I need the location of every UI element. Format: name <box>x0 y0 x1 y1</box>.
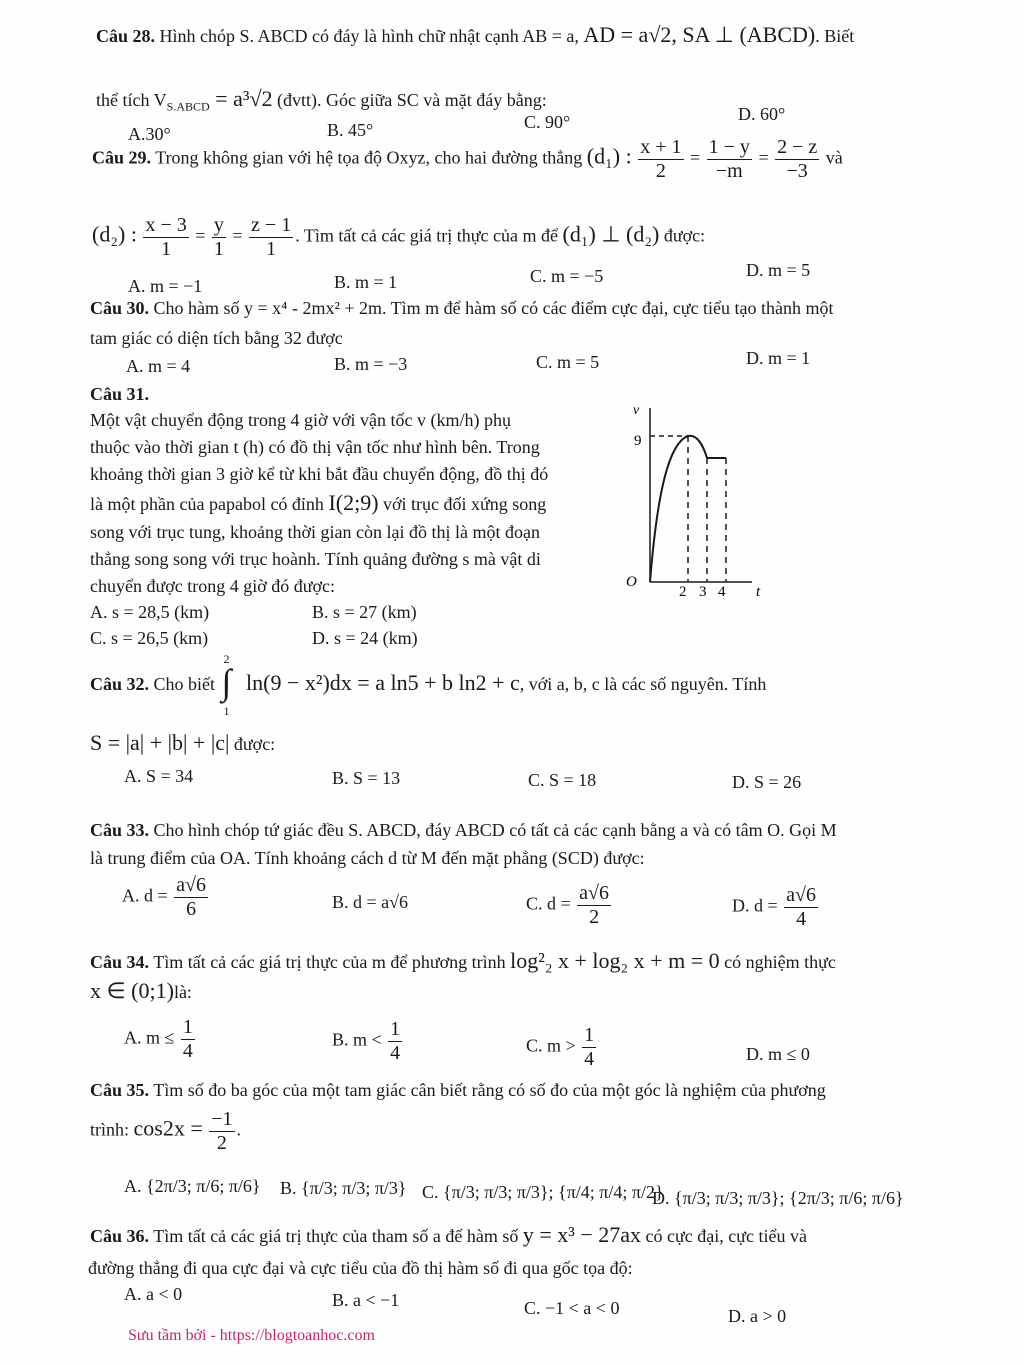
q35-text1: Tìm số đo ba góc của một tam giác cân biết rằng có số đo của một góc là nghiệm của phương <box>153 1080 826 1100</box>
q29-f1n: x + 1 <box>640 136 682 158</box>
q29-f3n: 2 − z <box>777 136 818 158</box>
t2-label: 2 <box>679 584 687 600</box>
origin-label: O <box>626 574 637 590</box>
q34-text2: có nghiệm thực <box>724 952 836 972</box>
q33-c-num: a√6 <box>579 882 610 904</box>
q32-line1 <box>90 652 767 718</box>
q36-option-b: B. a < −1 <box>332 1290 400 1310</box>
q28-option-a: A.30° <box>128 124 171 144</box>
q35-option-c: C. {π/3; π/3; π/3}; {π/4; π/4; π/2} <box>422 1182 664 1202</box>
q31-label: Câu 31. <box>90 384 150 404</box>
q36-text3: đường thẳng đi qua cực đại và cực tiểu của đồ thị hàm số đi qua gốc tọa độ: <box>88 1258 633 1278</box>
q29-text1: Trong không gian với hệ tọa độ Oxyz, cho hai đường thẳng <box>155 147 583 168</box>
q34-c-den: 4 <box>584 1048 595 1070</box>
q31-line2: thuộc vào thời gian t (h) có đồ thị vận tốc như hình bên. Trong <box>90 437 540 457</box>
q36-option-c: C. −1 < a < 0 <box>524 1298 620 1318</box>
integral-sign <box>220 652 242 718</box>
q29-frac6 <box>249 214 293 261</box>
q29-g2n: y <box>213 214 224 236</box>
q34-b-num: 1 <box>390 1018 401 1040</box>
q35-option-b: B. {π/3; π/3; π/3} <box>280 1178 407 1198</box>
q32-low: 1 <box>223 704 230 718</box>
q30-option-a: A. m = 4 <box>126 356 191 376</box>
q34-a-frac <box>181 1016 195 1063</box>
q28-text1: Hình chóp S. ABCD có đáy là hình chữ nhật cạnh AB = a, <box>159 26 579 46</box>
q33-option-d <box>732 884 820 931</box>
q29-g1d: 1 <box>161 238 172 260</box>
q33-c-frac <box>577 882 611 929</box>
q28-math2: = a³√2 <box>209 86 273 111</box>
q31-option-b: B. s = 27 (km) <box>312 602 417 622</box>
q31-line6: thẳng song song với trục hoành. Tính quảng đường s mà vật di <box>90 549 541 569</box>
q33-a-den: 6 <box>186 898 197 920</box>
q32-line2 <box>90 730 275 756</box>
t4-label: 4 <box>718 584 726 600</box>
q35-text2: trình: <box>90 1119 129 1140</box>
q34-line2 <box>90 978 192 1004</box>
q30-text1: Cho hàm số y = x⁴ - 2mx² + 2m. Tìm m để hàm số có các điểm cực đại, cực tiểu tạo thành một <box>153 298 834 318</box>
y9-label: 9 <box>634 433 642 449</box>
q31-line1: Một vật chuyển động trong 4 giờ với vận tốc v (km/h) phụ <box>90 410 511 430</box>
q33-text1: Cho hình chóp tứ giác đều S. ABCD, đáy ABCD có tất cả các cạnh bằng a và có tâm O. Gọi M <box>153 820 837 840</box>
q29-f2d: −m <box>715 160 743 182</box>
q33-d-pre: D. d = <box>732 895 778 916</box>
q33-option-c <box>526 882 613 929</box>
q35-option-a: A. {2π/3; π/6; π/6} <box>124 1176 261 1196</box>
q33-a-num: a√6 <box>176 874 207 896</box>
q29-option-a: A. m = −1 <box>128 276 203 296</box>
q34-option-a <box>124 1016 197 1063</box>
q29-line2: (d₂) : $\frac{x - 3}{1}$ = $\frac{y}{1}$ = $\frac{z - 1}{1}$ . Tìm tất cả các giá trị thực của m để (d₁) ⊥ (d₂) được: <box>92 214 706 260</box>
q33-a-frac <box>174 874 208 921</box>
q36-option-a: A. a < 0 <box>124 1284 183 1304</box>
q31-option-c: C. s = 26,5 (km) <box>90 628 209 648</box>
q29-g3d: 1 <box>266 238 277 260</box>
t3-label: 3 <box>699 584 707 600</box>
q36-label: Câu 36. <box>90 1226 150 1246</box>
q36-line1 <box>90 1222 807 1248</box>
q33-text2: là trung điểm của OA. Tính khoảng cách d từ M đến mặt phẳng (SCD) được: <box>90 848 645 868</box>
q29-g1n: x − 3 <box>145 214 187 236</box>
q31-line5: song với trục tung, khoảng thời gian còn lại đồ thị là một đoạn <box>90 522 540 542</box>
integral-symbol: ∫ <box>221 662 232 702</box>
q31-option-a: A. s = 28,5 (km) <box>90 602 210 622</box>
q36-text1: Tìm tất cả các giá trị thực của tham số a để hàm số <box>153 1226 519 1246</box>
q31-l4a: là một phần của papabol có đỉnh <box>90 494 324 514</box>
q30-text2: tam giác có diện tích bằng 32 được <box>90 328 343 348</box>
q32-option-c: C. S = 18 <box>528 770 597 790</box>
q34-label: Câu 34. <box>90 952 150 972</box>
q34-a-den: 4 <box>182 1040 193 1062</box>
velocity-graph <box>600 398 780 608</box>
parabola-curve <box>650 436 707 582</box>
q36-text2: có cực đại, cực tiểu và <box>645 1226 807 1246</box>
q30-line1 <box>90 298 834 320</box>
q32-smath: S = |a| + |b| + |c| <box>90 730 230 755</box>
q36-eq: y = x³ − 27ax <box>522 1222 642 1247</box>
q28-option-b: B. 45° <box>327 120 374 140</box>
q28-text3: thể tích V <box>96 90 167 110</box>
q28-line1 <box>96 22 854 48</box>
q29-frac3 <box>775 136 819 183</box>
q28-math1: AD = a√2, SA ⊥ (ABCD) <box>583 22 816 47</box>
q34-a-pre: A. m ≤ <box>124 1027 175 1048</box>
q35-option-d: D. {π/3; π/3; π/3}; {2π/3; π/6; π/6} <box>652 1188 904 1208</box>
q31-line4 <box>90 490 546 516</box>
q28-option-c: C. 90° <box>524 112 571 132</box>
q33-line1 <box>90 820 837 842</box>
q35-line1 <box>90 1080 826 1102</box>
t-label: t <box>756 584 761 600</box>
q28-sub: S.ABCD <box>166 99 210 114</box>
q34-dom: x ∈ (0;1) <box>90 978 174 1003</box>
q35-num: −1 <box>211 1108 233 1130</box>
q29-g2d: 1 <box>213 238 224 260</box>
q29-d1: (d₁) : <box>586 143 632 169</box>
q32-integrand: ln(9 − x²)dx = a ln5 + b ln2 + c <box>246 670 520 696</box>
q32-option-b: B. S = 13 <box>332 768 401 788</box>
q33-d-num: a√6 <box>786 884 817 906</box>
q34-b-frac <box>388 1018 402 1065</box>
q35-label: Câu 35. <box>90 1080 150 1100</box>
q34-option-b <box>332 1018 404 1065</box>
q29-frac5 <box>212 214 226 261</box>
q29-frac4 <box>143 214 188 261</box>
q29-f3d: −3 <box>786 160 808 182</box>
q29-line1: Câu 29. Trong không gian với hệ tọa độ Oxyz, cho hai đường thẳng (d₁) : $\frac{x + 1}{2}$ = $\frac{1 - y}{-m}$ = $\frac{2 - z}{-3}$ và <box>92 136 843 182</box>
q34-c-pre: C. m > <box>526 1035 576 1056</box>
q29-frac1 <box>638 136 683 183</box>
q36-option-d: D. a > 0 <box>728 1306 787 1326</box>
q29-f2n: 1 − y <box>708 136 750 158</box>
q35-frac <box>209 1108 234 1155</box>
q28-line2 <box>96 86 547 114</box>
q29-va: và <box>825 147 843 168</box>
q29-option-b: B. m = 1 <box>334 272 398 292</box>
q30-option-d: D. m = 1 <box>746 348 811 368</box>
q32-text2: , với a, b, c là các số nguyên. Tính <box>519 674 767 695</box>
q31-option-d: D. s = 24 (km) <box>312 628 418 648</box>
q32-option-d: D. S = 26 <box>732 772 802 792</box>
q29-text2: . Tìm tất cả các giá trị thực của m để <box>295 225 558 246</box>
q31-line7: chuyển được trong 4 giờ đó được: <box>90 576 336 596</box>
q34-a-num: 1 <box>182 1016 193 1038</box>
q33-c-pre: C. d = <box>526 893 571 914</box>
q34-c-num: 1 <box>584 1024 595 1046</box>
q33-a-pre: A. d = <box>122 885 168 906</box>
q34-c-frac <box>582 1024 596 1071</box>
q34-eq: log²₂ x + log₂ x + m = 0 <box>510 948 720 973</box>
q33-d-den: 4 <box>796 908 807 930</box>
q32-text1: Cho biết <box>153 674 216 695</box>
q33-label: Câu 33. <box>90 820 150 840</box>
q34-b-den: 4 <box>390 1042 401 1064</box>
q31-line3: khoảng thời gian 3 giờ kể từ khi bắt đầu chuyển động, đồ thị đó <box>90 464 549 484</box>
q29-option-d: D. m = 5 <box>746 260 811 280</box>
q30-option-c: C. m = 5 <box>536 352 600 372</box>
q29-option-c: C. m = −5 <box>530 266 604 286</box>
q33-c-den: 2 <box>589 906 600 928</box>
q34-b-pre: B. m < <box>332 1029 382 1050</box>
q31-l4m: I(2;9) <box>328 490 379 515</box>
q32-label: Câu 32. <box>90 674 150 695</box>
q34-text3: là: <box>173 982 192 1002</box>
q28-label: Câu 28. <box>96 26 156 46</box>
q29-perp: (d₁) ⊥ (d₂) <box>562 221 660 247</box>
q29-d2: (d₂) : <box>92 221 137 247</box>
q28-text4: (đvtt). Góc giữa SC và mặt đáy bằng: <box>272 90 547 110</box>
q34-text1: Tìm tất cả các giá trị thực của m để phương trình <box>153 952 506 972</box>
q32-text3: được: <box>233 734 276 754</box>
q29-f1d: 2 <box>655 160 666 182</box>
q32-up: 2 <box>223 652 230 666</box>
q33-option-b: B. d = a√6 <box>332 892 409 912</box>
q35-den: 2 <box>216 1132 227 1154</box>
q34-option-c <box>526 1024 598 1071</box>
q31-l4b: với trục đối xứng song <box>383 494 547 514</box>
q28-text2: . Biết <box>815 26 855 46</box>
q29-g3n: z − 1 <box>251 214 292 236</box>
q29-text3: được: <box>663 225 706 246</box>
q29-frac2 <box>707 136 752 183</box>
q30-label: Câu 30. <box>90 298 150 318</box>
v-label: v <box>633 403 640 418</box>
q35-eq: cos2x = <box>133 1115 203 1141</box>
q34-line1 <box>90 948 836 974</box>
q28-option-d: D. 60° <box>738 104 786 124</box>
q33-d-frac <box>784 884 818 931</box>
q29-label: Câu 29. <box>92 147 152 168</box>
q30-option-b: B. m = −3 <box>334 354 408 374</box>
q35-line2: trình: cos2x = $\frac{-1}{2}$ . <box>90 1108 242 1154</box>
footer-source[interactable]: Sưu tầm bởi - https://blogtoanhoc.com <box>128 1327 375 1344</box>
q34-option-d: D. m ≤ 0 <box>746 1044 810 1064</box>
q32-option-a: A. S = 34 <box>124 766 194 786</box>
q33-option-a <box>122 874 210 921</box>
